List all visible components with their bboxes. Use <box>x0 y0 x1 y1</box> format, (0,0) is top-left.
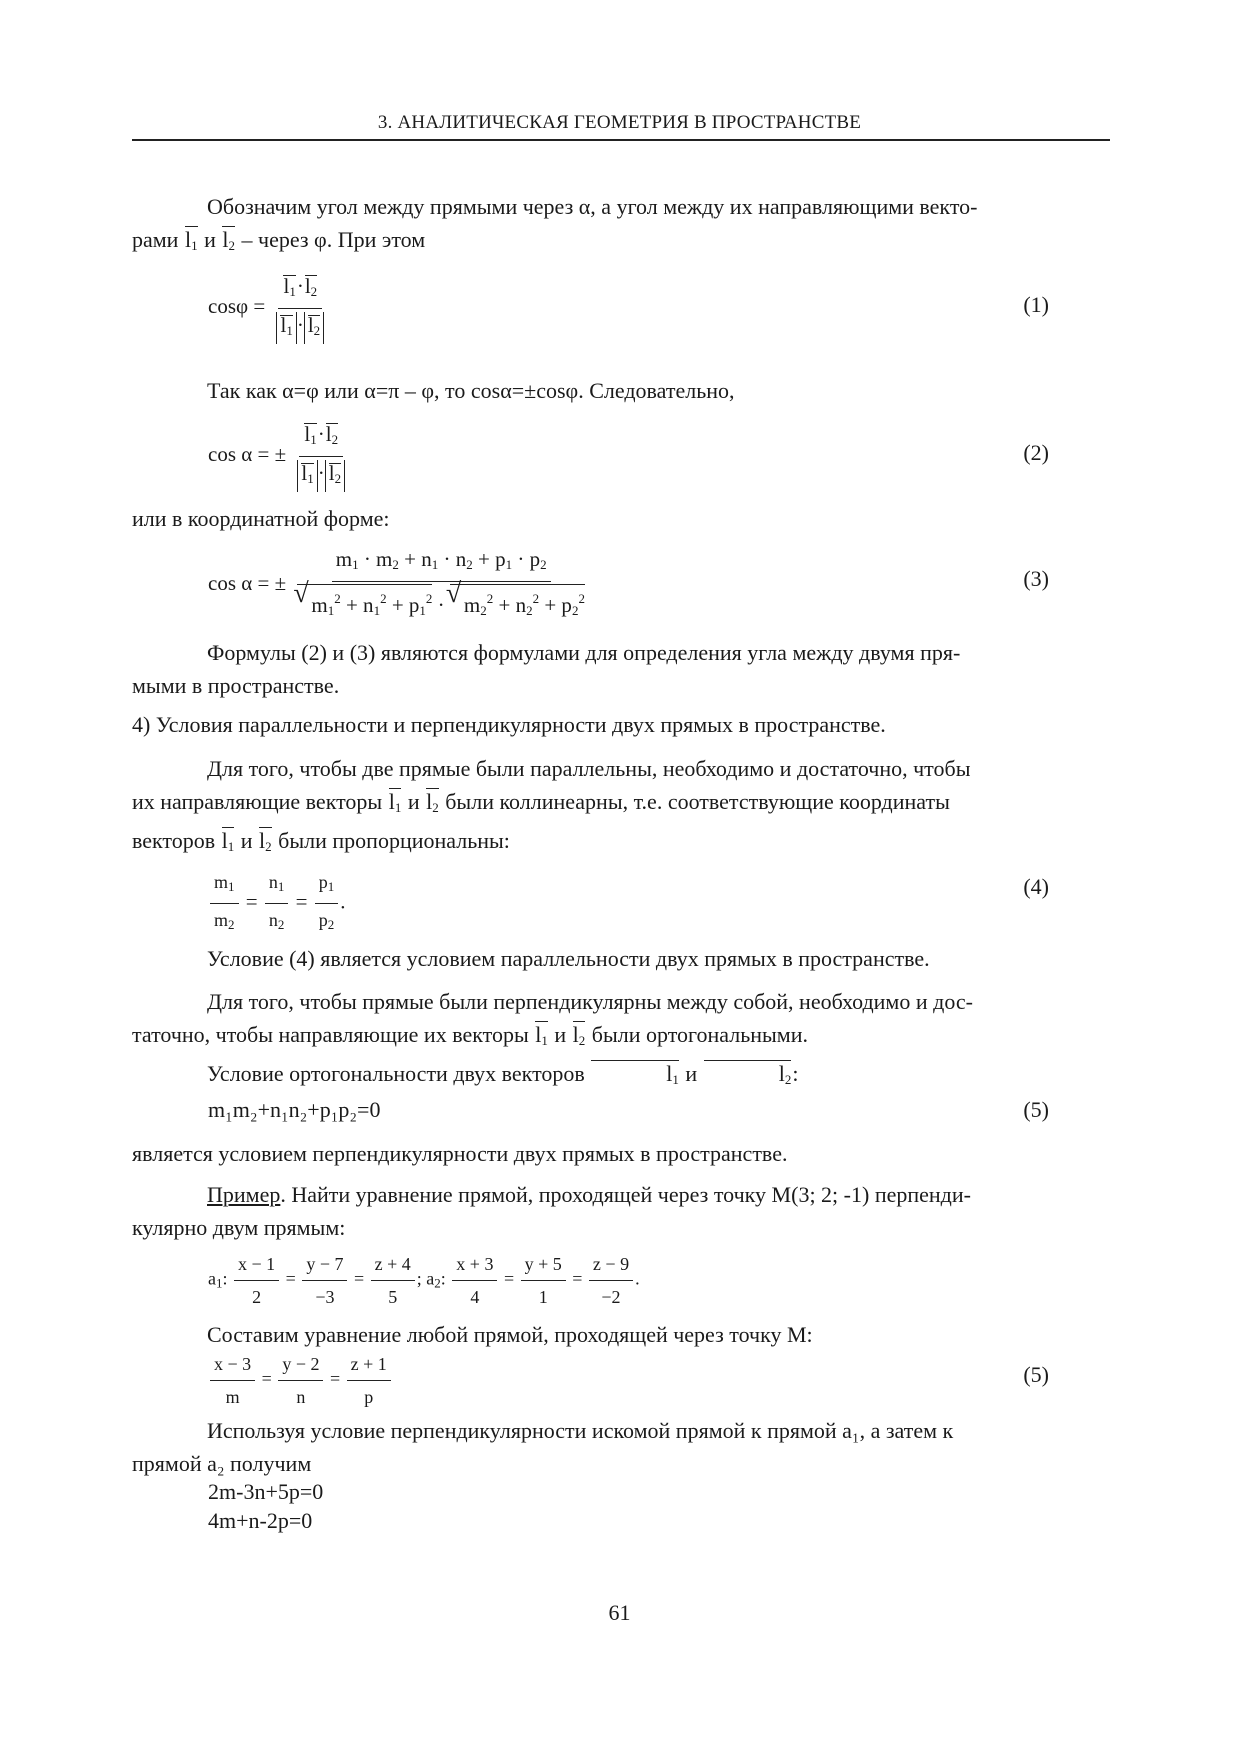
paragraph-perpendicular <box>132 985 1110 1096</box>
text-span: : <box>792 1061 799 1086</box>
vector-l1: $l_1$ <box>184 223 199 262</box>
formula-1 <box>208 272 330 344</box>
text-span: – через φ. При этом <box>241 227 426 252</box>
formula-general-line: $\frac{x - 3}{m}$ = $\frac{y - 2}{n}$ = $\frac{z + 1}{p}$ <box>208 1350 393 1411</box>
equation-number: (3) <box>1023 566 1049 591</box>
paragraph-example <box>132 1178 1110 1244</box>
vector-l1: $l_1$ <box>221 824 236 863</box>
text-line: является условием перпендикулярности двух прямых в пространстве. <box>132 1141 788 1166</box>
system-equation-1: 2m-3n+5p=0 <box>208 1479 324 1504</box>
vector-l2: $l_2$ <box>221 223 236 262</box>
fraction: $m_1 \cdot m_2 + n_1 \cdot n_2 + p_1 \cdot p_2$ √ $m_1^2 + n_1^2 + p_1^2$ · √ $m_2^2 + n_2^2 + p_2^2$ <box>293 545 589 625</box>
vector-l2: $l_2$ <box>425 785 440 824</box>
equation-number: (2) <box>1023 440 1049 465</box>
paragraph-angle-definition <box>132 190 1110 262</box>
text-span: были ортогональными. <box>591 1022 808 1047</box>
text-line: Для того, чтобы прямые были перпендикулярны между собой, необходимо и дос- <box>207 989 973 1014</box>
text-span: их направляющие векторы <box>132 789 383 814</box>
text-line: Формулы (2) и (3) являются формулами для определения угла между двумя пря- <box>207 640 961 665</box>
text-line: Обозначим угол между прямыми через α, а угол между их направляющими векто- <box>207 194 978 219</box>
formula-4: $\frac{m_1}{m_2}$ = $\frac{n_1}{n_2}$ = $\frac{p_1}{p_2}$ . <box>208 868 345 939</box>
text-span: были пропорциональны: <box>278 828 510 853</box>
formula-2 <box>208 420 351 492</box>
fraction: $\frac{l_1\cdot l_2}{l_1 \cdot l_2}$ <box>272 272 328 344</box>
paragraph-parallel <box>132 752 1110 863</box>
text-line <box>132 1018 1110 1057</box>
text-line <box>132 223 1110 262</box>
text-line <box>132 785 1110 824</box>
vector-l2: $l_2$ <box>572 1018 587 1057</box>
text-line: Так как α=φ или α=π – φ, то cosα=±cosφ. Следовательно, <box>207 378 735 403</box>
equation-number: (1) <box>1023 292 1049 317</box>
running-header: 3. АНАЛИТИЧЕСКАЯ ГЕОМЕТРИЯ В ПРОСТРАНСТВЕ <box>377 112 862 133</box>
system-equation-2: 4m+n-2p=0 <box>208 1508 313 1533</box>
vector-l1: $l_1$ <box>534 1018 549 1057</box>
example-label: Пример <box>207 1182 281 1207</box>
paragraph <box>132 502 1110 535</box>
equation-number: (4) <box>1023 874 1049 899</box>
formula-lhs: cosφ = <box>208 293 266 318</box>
formula-lhs: cos α = ± <box>208 441 287 466</box>
paragraph <box>132 1318 1110 1351</box>
text-span: и <box>554 1022 567 1047</box>
paragraph <box>132 1414 1110 1480</box>
paragraph-section-4 <box>132 708 1110 741</box>
vector-l1: $l_1$ <box>590 1057 680 1096</box>
formula-lines-a1-a2: $a_1$: $\frac{x - 1}{2}$ = $\frac{y - 7}{-3}$ = $\frac{z + 4}{5}$ ; $a_2$: $\frac{x + 3}{4}$ = $\frac{y + 5}{1}$ = $\frac{z - 9}{-2}$ . <box>208 1250 640 1311</box>
equation-number: (5) <box>1023 1362 1049 1387</box>
text-line: мыми в пространстве. <box>132 673 340 698</box>
vector-l2: $l_2$ <box>258 824 273 863</box>
text-line: Условие (4) является условием параллельности двух прямых в пространстве. <box>207 946 930 971</box>
text-line: кулярно двум прямым: <box>132 1215 346 1240</box>
text-span: рами <box>132 227 179 252</box>
formula-3 <box>208 545 591 625</box>
formula-lhs: cos α = ± <box>208 570 287 595</box>
text-span: и <box>407 789 420 814</box>
vector-l2: $l_2$ <box>703 1057 793 1096</box>
formula-5: m₁m₂+n₁n₂+p₁p₂=0 <box>208 1097 381 1122</box>
text-span: таточно, чтобы направляющие их векторы <box>132 1022 529 1047</box>
text-line: Для того, чтобы две прямые были параллельны, необходимо и достаточно, чтобы <box>207 756 971 781</box>
text-line: прямой a₂ получим <box>132 1451 312 1476</box>
text-line: 4) Условия параллельности и перпендикулярности двух прямых в пространстве. <box>132 712 886 737</box>
text-span: Условие ортогональности двух векторов <box>207 1061 585 1086</box>
header-rule <box>132 139 1110 141</box>
text-line <box>132 824 1110 863</box>
paragraph <box>132 1137 1110 1170</box>
text-span: и <box>240 828 253 853</box>
vector-l1: $l_1$ <box>388 785 403 824</box>
text-line <box>132 1057 1110 1096</box>
fraction: $\frac{l_1\cdot l_2}{l_1 \cdot l_2}$ <box>293 420 349 492</box>
text-span: . Найти уравнение прямой, проходящей через точку М(3; 2; -1) перпенди- <box>280 1182 971 1207</box>
page-number: 61 <box>608 1600 631 1625</box>
text-line: Составим уравнение любой прямой, проходящей через точку М: <box>207 1322 813 1347</box>
text-line: или в координатной форме: <box>132 506 390 531</box>
text-span: и <box>204 227 216 252</box>
text-span: были коллинеарны, т.е. соответствующие координаты <box>445 789 950 814</box>
paragraph <box>132 636 1110 702</box>
paragraph <box>132 374 1110 407</box>
text-span: и <box>685 1061 698 1086</box>
text-line <box>132 1178 1110 1211</box>
equation-number: (5) <box>1023 1097 1049 1122</box>
text-line: Используя условие перпендикулярности искомой прямой к прямой a₁, а затем к <box>207 1418 954 1443</box>
paragraph <box>132 942 1110 975</box>
text-span: векторов <box>132 828 216 853</box>
